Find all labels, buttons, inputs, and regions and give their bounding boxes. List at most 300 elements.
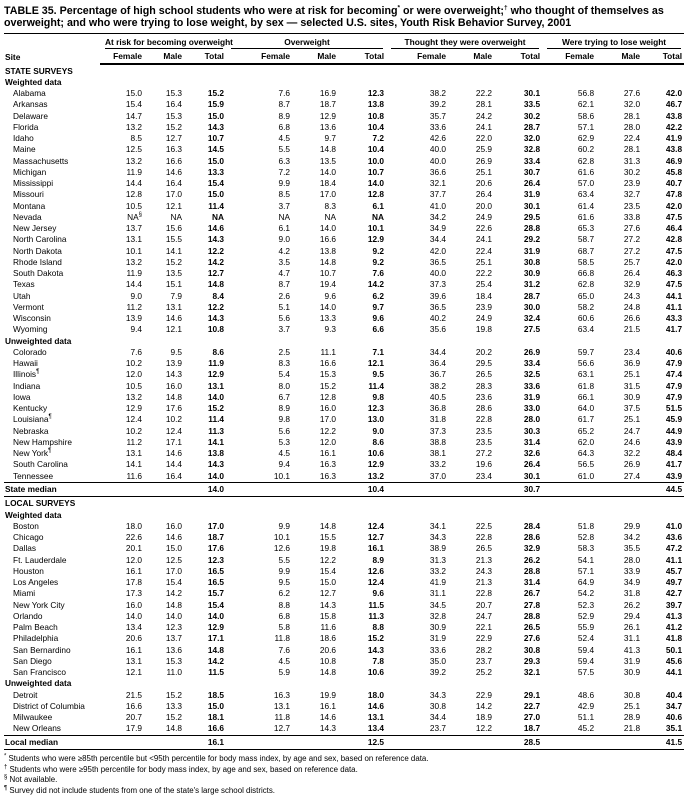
group-header-overweight: Overweight (226, 33, 386, 49)
value-cell: 16.6 (319, 358, 336, 369)
value-cell: 14.6 (165, 166, 182, 177)
value-cell: 27.8 (523, 599, 541, 610)
value-cell: 8.5 (278, 189, 290, 200)
value-cell: 14.6 (207, 223, 224, 234)
group-header-row (4, 33, 684, 49)
value-cell: 16.1 (319, 700, 336, 711)
value-cell: 20.6 (319, 644, 336, 655)
value-cell: 23.4 (475, 470, 493, 481)
value-cell: 13.1 (125, 448, 142, 459)
site-name: Dallas (13, 543, 37, 554)
table-row (4, 313, 684, 324)
value-cell: 31.9 (523, 245, 541, 256)
value-cell: 64.9 (577, 577, 595, 588)
site-name: North Carolina (13, 234, 67, 245)
value-cell: 32.9 (523, 543, 541, 554)
value-cell: 14.7 (125, 110, 142, 121)
value-cell: 7.9 (170, 290, 182, 301)
site-name: Mississippi (13, 178, 54, 189)
table-row (4, 201, 684, 212)
value-cell: 15.2 (367, 633, 385, 644)
value-cell: 56.6 (577, 358, 595, 369)
value-cell: 12.4 (125, 414, 142, 425)
value-cell: 8.7 (278, 99, 290, 110)
value-cell: 31.5 (623, 380, 641, 391)
value-cell: 5.3 (278, 436, 290, 447)
value-cell: 38.9 (429, 543, 447, 554)
value-cell: 9.2 (372, 245, 385, 256)
value-cell: 13.2 (125, 121, 142, 132)
group-header-trying-to-lose: Were trying to lose weight (542, 33, 684, 49)
site-name: Rhode Island (13, 256, 62, 267)
site-name: New York City (13, 599, 65, 610)
value-cell: 29.3 (523, 655, 541, 666)
value-cell: 27.6 (623, 223, 641, 234)
value-cell: 16.5 (207, 577, 224, 588)
footnote-marker: ¶ (4, 785, 8, 792)
value-cell: 42.6 (429, 133, 447, 144)
value-cell: 31.8 (623, 588, 641, 599)
col-header-male: Male (292, 49, 338, 64)
table-row (4, 448, 684, 459)
table-row (4, 471, 684, 483)
site-name: Colorado (13, 346, 47, 357)
value-cell: 15.0 (125, 88, 142, 99)
value-cell: 14.3 (207, 459, 224, 470)
value-cell: 27.6 (523, 633, 541, 644)
col-header-male: Male (448, 49, 494, 64)
value-cell: 7.2 (278, 166, 290, 177)
value-cell: 15.4 (319, 565, 336, 576)
empty-cell (596, 735, 642, 750)
value-cell: 9.0 (130, 290, 142, 301)
value-cell: 30.8 (623, 689, 641, 700)
value-cell: 22.6 (475, 223, 493, 234)
value-cell: 15.0 (207, 155, 224, 166)
value-cell: 16.3 (165, 144, 182, 155)
value-cell: 23.5 (475, 436, 493, 447)
value-cell: 41.7 (665, 459, 683, 470)
table-row (4, 723, 684, 735)
value-cell: 12.8 (319, 391, 336, 402)
value-cell: 61.6 (577, 211, 595, 222)
value-cell: 12.9 (319, 110, 336, 121)
value-cell: 12.3 (367, 403, 385, 414)
table-row (4, 268, 684, 279)
value-cell: 24.3 (475, 565, 493, 576)
table-row (4, 167, 684, 178)
value-cell: 26.6 (623, 313, 641, 324)
table-row (4, 656, 684, 667)
site-name: Delaware (13, 110, 49, 121)
site-name: North Dakota (13, 245, 62, 256)
table-row (4, 600, 684, 611)
table-row (4, 690, 684, 701)
subsection-row (4, 678, 684, 689)
value-cell: 20.6 (475, 178, 493, 189)
col-header-female: Female (226, 49, 292, 64)
site-name: Wyoming (13, 324, 48, 335)
value-cell: 10.0 (367, 155, 385, 166)
value-cell: 13.3 (165, 700, 182, 711)
value-cell: 9.8 (372, 391, 385, 402)
site-name: Kentucky (13, 403, 48, 414)
value-cell: 20.7 (125, 712, 142, 723)
value-cell: 22.2 (475, 268, 493, 279)
value-cell: 30.2 (523, 110, 541, 121)
value-cell: 24.9 (475, 211, 493, 222)
value-cell: 15.2 (319, 380, 336, 391)
value-cell: 5.6 (278, 425, 290, 436)
section-row (4, 64, 684, 77)
value-cell: 34.1 (429, 520, 447, 531)
value-cell: 64.3 (577, 448, 595, 459)
value-cell: 25.4 (475, 279, 493, 290)
value-cell: 65.0 (577, 290, 595, 301)
value-cell: 22.6 (125, 532, 142, 543)
value-cell: 14.8 (319, 520, 336, 531)
value-cell: 8.4 (212, 290, 224, 301)
col-header-male: Male (596, 49, 642, 64)
value-cell: 34.5 (429, 599, 447, 610)
empty-cell (542, 482, 596, 497)
value-cell: 31.9 (623, 655, 641, 666)
value-cell: 22.4 (623, 133, 641, 144)
value-cell: 27.5 (523, 324, 541, 335)
value-cell: 11.2 (126, 301, 142, 312)
site-name: New Hampshire (13, 436, 73, 447)
value-cell: 24.2 (475, 110, 493, 121)
value-cell: 28.1 (623, 110, 641, 121)
value-cell: 49.7 (665, 577, 683, 588)
empty-cell (386, 735, 448, 750)
value-cell: 35.6 (429, 324, 447, 335)
value-cell: 57.0 (577, 178, 595, 189)
value-cell: 18.9 (475, 712, 493, 723)
value-cell: 8.6 (372, 436, 385, 447)
value-cell: 51.8 (577, 520, 595, 531)
value-cell: 34.4 (429, 234, 447, 245)
value-cell: 15.3 (165, 110, 182, 121)
value-cell: 41.2 (665, 622, 683, 633)
value-cell: 36.7 (429, 369, 447, 380)
site-name: Massachusetts (13, 155, 69, 166)
value-cell: 18.6 (319, 633, 336, 644)
value-cell: 8.8 (278, 599, 290, 610)
table-row (4, 414, 684, 425)
value-cell: 12.3 (207, 554, 224, 565)
value-cell: 61.7 (577, 414, 595, 425)
section-label: STATE SURVEYS (5, 65, 73, 76)
value-cell: 9.4 (278, 459, 290, 470)
value-cell: 9.0 (372, 425, 385, 436)
value-cell: 40.0 (429, 268, 447, 279)
value-cell: 14.3 (165, 369, 182, 380)
value-cell: 5.4 (278, 369, 290, 380)
value-cell: 32.2 (623, 448, 641, 459)
table-row (4, 212, 684, 223)
value-cell: 8.9 (278, 403, 290, 414)
value-cell: 46.3 (665, 268, 683, 279)
col-header-female: Female (100, 49, 144, 64)
value-cell: 15.0 (207, 189, 224, 200)
value-cell: 10.4 (367, 121, 385, 132)
value-cell: 31.3 (623, 155, 641, 166)
empty-cell (226, 482, 292, 497)
value-cell: 6.1 (278, 223, 290, 234)
value-cell: 30.1 (523, 470, 541, 481)
value-cell: 13.3 (319, 313, 336, 324)
value-cell: 29.4 (623, 610, 641, 621)
value-cell: 62.8 (577, 155, 595, 166)
value-cell: 11.4 (368, 380, 385, 391)
value-cell: 15.9 (207, 99, 224, 110)
value-cell: 28.7 (523, 290, 541, 301)
value-cell: 31.8 (429, 414, 447, 425)
value-cell: 21.5 (623, 324, 641, 335)
value-cell: 31.1 (429, 588, 447, 599)
value-cell: 55.9 (577, 622, 595, 633)
table-row (4, 234, 684, 245)
value-cell: 14.0 (319, 223, 336, 234)
value-cell: 10.2 (125, 425, 142, 436)
site-name: Tennessee (13, 470, 54, 481)
median-total-cell: 30.7 (494, 482, 542, 497)
value-cell: 24.1 (475, 121, 493, 132)
value-cell: 52.9 (577, 610, 595, 621)
value-cell: 32.1 (429, 178, 447, 189)
table-row (4, 189, 684, 200)
value-cell: 29.1 (523, 689, 541, 700)
value-cell: 5.6 (278, 313, 290, 324)
value-cell: 7.8 (372, 655, 385, 666)
value-cell: 13.2 (125, 155, 142, 166)
value-cell: 56.5 (577, 459, 595, 470)
value-cell: 37.0 (429, 470, 447, 481)
value-cell: 12.0 (319, 436, 336, 447)
section-label: Weighted data (5, 76, 62, 87)
value-cell: 19.8 (475, 324, 493, 335)
value-cell: 59.4 (577, 655, 595, 666)
value-cell: 15.1 (165, 279, 182, 290)
value-cell: 28.1 (475, 99, 493, 110)
col-header-total: Total (184, 49, 226, 64)
value-cell: 35.0 (429, 655, 447, 666)
value-cell: 13.1 (273, 700, 290, 711)
value-cell: 56.8 (577, 88, 595, 99)
empty-cell (226, 735, 292, 750)
value-cell: 28.8 (523, 610, 541, 621)
value-cell: 28.7 (523, 121, 541, 132)
value-cell: 22.5 (475, 520, 493, 531)
value-cell: 11.4 (208, 200, 224, 211)
value-cell: 9.2 (372, 256, 385, 267)
value-cell: 28.0 (623, 554, 641, 565)
value-cell: 31.9 (429, 633, 447, 644)
site-name: San Francisco (13, 667, 67, 678)
value-cell: 24.8 (623, 301, 641, 312)
value-cell: 41.8 (665, 633, 683, 644)
table-row (4, 133, 684, 144)
footnote-text: Students who were ≥95th percentile for body mass index, by age and sex, based on reference data. (7, 764, 358, 774)
value-cell: 34.2 (623, 532, 641, 543)
value-cell: 34.7 (665, 700, 683, 711)
value-cell: 16.4 (165, 178, 182, 189)
section-label: Weighted data (5, 509, 62, 520)
site-name: San Bernardino (13, 644, 71, 655)
value-cell: 31.9 (523, 189, 541, 200)
value-cell: 12.9 (125, 403, 142, 414)
value-cell: 14.3 (367, 644, 385, 655)
value-cell: 9.5 (170, 346, 182, 357)
value-cell: 4.5 (278, 133, 290, 144)
value-cell: 60.2 (577, 144, 595, 155)
site-name: New Orleans (13, 723, 61, 734)
value-cell: 14.0 (207, 610, 224, 621)
footnote (4, 775, 682, 786)
table-row (4, 369, 684, 380)
subsection-row (4, 77, 684, 88)
value-cell: 20.2 (475, 346, 493, 357)
value-cell: 47.4 (665, 369, 683, 380)
site-name: Michigan (13, 166, 47, 177)
table-row (4, 302, 684, 313)
value-cell: 46.4 (665, 223, 683, 234)
value-cell: 30.2 (623, 166, 641, 177)
value-cell: 41.9 (665, 133, 683, 144)
site-name: Indiana (13, 380, 41, 391)
median-total-cell: 28.5 (494, 735, 542, 750)
value-cell: 11.5 (368, 599, 385, 610)
value-cell: 16.3 (273, 689, 290, 700)
site-name: Detroit (13, 689, 38, 700)
value-cell: 11.9 (208, 358, 224, 369)
value-cell: 24.6 (623, 436, 641, 447)
value-cell: 16.0 (165, 520, 182, 531)
value-cell: 12.1 (165, 324, 182, 335)
value-cell: 28.6 (523, 532, 541, 543)
value-cell: 30.8 (523, 256, 541, 267)
value-cell: 58.2 (577, 301, 595, 312)
median-row (4, 735, 684, 750)
value-cell: 28.9 (623, 712, 641, 723)
value-cell: 8.3 (278, 358, 290, 369)
value-cell: 13.0 (367, 414, 385, 425)
value-cell: 17.6 (165, 403, 182, 414)
value-cell: 42.0 (665, 256, 683, 267)
value-cell: 52.8 (577, 532, 595, 543)
value-cell: 14.8 (165, 599, 182, 610)
value-cell: 25.1 (475, 166, 493, 177)
value-cell: 12.2 (475, 723, 493, 734)
empty-cell (596, 482, 642, 497)
value-cell: 16.4 (165, 99, 182, 110)
value-cell: 63.1 (577, 369, 595, 380)
value-cell: 35.5 (623, 543, 641, 554)
value-cell: NA (372, 211, 385, 222)
site-name: Palm Beach (13, 622, 58, 633)
table-row (4, 246, 684, 257)
value-cell: 10.7 (319, 268, 336, 279)
value-cell: 24.3 (623, 290, 641, 301)
value-cell: 39.6 (429, 290, 447, 301)
value-cell: 33.4 (523, 155, 541, 166)
value-cell: 34.3 (429, 532, 447, 543)
value-cell: 6.7 (278, 391, 290, 402)
value-cell: 9.0 (278, 234, 290, 245)
value-cell: 17.0 (207, 520, 224, 531)
value-cell: 44.9 (665, 425, 683, 436)
value-cell: 16.1 (319, 448, 336, 459)
value-cell: 16.3 (319, 459, 336, 470)
value-cell: 65.2 (577, 425, 595, 436)
value-cell: 3.7 (278, 324, 290, 335)
value-cell: 24.7 (475, 610, 493, 621)
value-cell: 12.6 (367, 565, 385, 576)
value-cell: 57.5 (577, 667, 595, 678)
table-row (4, 566, 684, 577)
value-cell: 36.4 (429, 358, 447, 369)
value-cell: 44.1 (665, 290, 683, 301)
value-cell: NA (170, 211, 182, 222)
value-cell: 28.1 (623, 144, 641, 155)
value-cell: 26.4 (523, 178, 541, 189)
value-cell: 12.4 (367, 520, 385, 531)
value-cell: 31.3 (429, 554, 447, 565)
value-cell: 14.4 (165, 459, 182, 470)
value-cell: 26.5 (475, 543, 493, 554)
value-cell: 13.8 (207, 448, 224, 459)
value-cell: 12.2 (207, 245, 224, 256)
value-cell: 22.9 (475, 633, 493, 644)
table-row (4, 347, 684, 358)
value-cell: 11.1 (320, 346, 336, 357)
value-cell: 48.4 (665, 448, 683, 459)
site-name: Maine (13, 144, 36, 155)
value-cell: 32.4 (523, 313, 541, 324)
value-cell: 27.2 (623, 245, 641, 256)
value-cell: 11.5 (208, 667, 224, 678)
footnote-text: Students who were ≥85th percentile but <95th percentile for body mass index, by age and sex, based on reference data. (6, 754, 429, 764)
site-name: Hawaii (13, 358, 38, 369)
value-cell: 28.0 (623, 121, 641, 132)
table-row (4, 622, 684, 633)
footnote (4, 786, 682, 796)
value-cell: 26.4 (523, 459, 541, 470)
value-cell: 41.0 (429, 200, 447, 211)
value-cell: 19.4 (319, 279, 336, 290)
value-cell: 25.7 (623, 256, 641, 267)
value-cell: 14.3 (207, 313, 224, 324)
footnote-text: Not available. (7, 775, 58, 785)
value-cell: 14.6 (165, 532, 182, 543)
value-cell: 22.4 (475, 245, 493, 256)
site-name: Vermont (13, 301, 44, 312)
value-cell: 3.7 (278, 200, 290, 211)
site-name: Ft. Lauderdale (13, 554, 67, 565)
value-cell: 9.4 (130, 324, 142, 335)
value-cell: 12.9 (367, 234, 385, 245)
table-row (4, 645, 684, 656)
col-header-female: Female (542, 49, 596, 64)
value-cell: 22.8 (475, 532, 493, 543)
table-row (4, 712, 684, 723)
value-cell: 37.7 (429, 189, 447, 200)
value-cell: 17.0 (165, 565, 182, 576)
value-cell: 13.6 (319, 121, 336, 132)
value-cell: 34.4 (429, 712, 447, 723)
value-cell: 62.1 (577, 99, 595, 110)
